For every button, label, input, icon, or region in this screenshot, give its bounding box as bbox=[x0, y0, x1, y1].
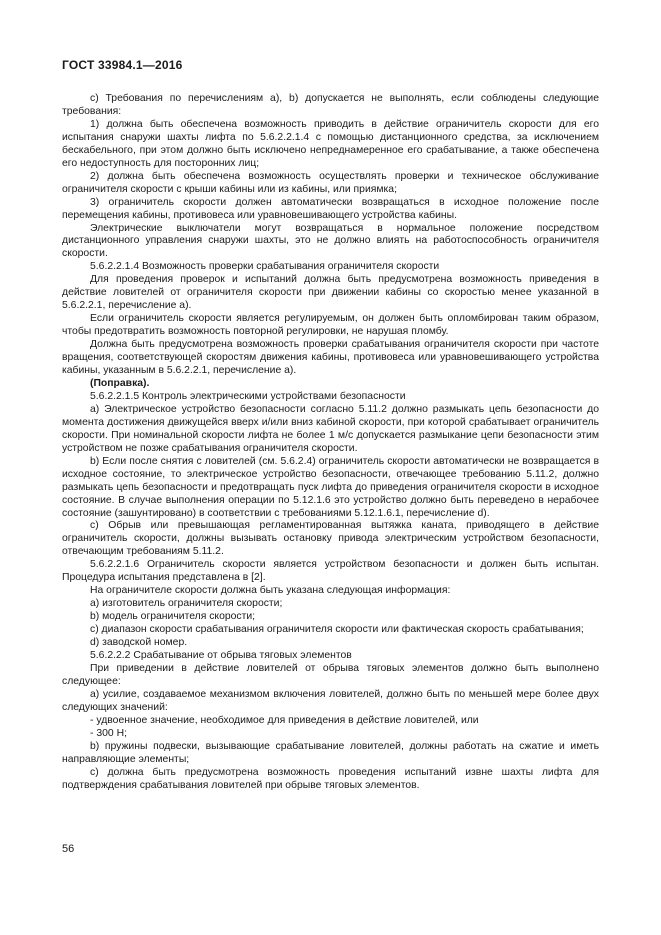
paragraph: Если ограничитель скорости является регулируемым, он должен быть опломбирован таким образом, чтобы предотвратить возможность повторной регулировки, не нарушая пломбу. bbox=[62, 313, 599, 338]
paragraph: c) диапазон скорости срабатывания ограничителя скорости или фактическая скорость срабатывания; bbox=[90, 624, 584, 636]
paragraph: c) Требования по перечислениям а), b) допускается не выполнять, если соблюдены следующие требования: bbox=[62, 93, 599, 117]
paragraph: Для проведения проверок и испытаний должна быть предусмотрена возможность приведения в действие ловителей от ограничителя скорости при движении кабины со скоростью менее указанной в 5.6.2.2.1, перечисление а). bbox=[62, 274, 599, 312]
paragraph: 5.6.2.2.2 Срабатывание от обрыва тяговых элементов bbox=[90, 649, 352, 661]
paragraph: 5.6.2.2.1.6 Ограничитель скорости является устройством безопасности и должен быть испытан. Процедура испытания представлена в [2]. bbox=[62, 559, 599, 584]
paragraph: (Поправка). bbox=[90, 377, 150, 389]
paragraph: 5.6.2.2.1.5 Контроль электрическими устройствами безопасности bbox=[90, 390, 406, 402]
paragraph: 3) ограничитель скорости должен автоматически возвращаться в исходное положение после перемещения кабины, противовеса или уравновешивающего устройства кабины. bbox=[62, 196, 599, 221]
paragraph: 5.6.2.2.1.4 Возможность проверки срабатывания ограничителя скорости bbox=[90, 261, 440, 273]
paragraph: При приведении в действие ловителей от обрыва тяговых элементов должно быть выполнено следующее: bbox=[62, 662, 599, 687]
paragraph: 2) должна быть обеспечена возможность осуществлять проверки и техническое обслуживание ограничителя скорости с крыши кабины или из кабины, или приямка; bbox=[62, 170, 599, 195]
paragraph: b) пружины подвески, вызывающие срабатывание ловителей, должны работать на сжатие и иметь направляющие элементы; bbox=[62, 740, 599, 765]
document-body bbox=[62, 93, 599, 792]
paragraph: d) заводской номер. bbox=[90, 637, 188, 649]
paragraph: Электрические выключатели могут возвращаться в нормальное положение посредством дистанционного управления снаружи шахты, это не должно влиять на работоспособность ограничителя скорости. bbox=[62, 222, 599, 260]
paragraph: b) модель ограничителя скорости; bbox=[90, 611, 256, 623]
paragraph: На ограничителе скорости должна быть указана следующая информация: bbox=[90, 585, 451, 597]
paragraph: - 300 Н; bbox=[90, 727, 127, 739]
paragraph: - удвоенное значение, необходимое для приведения в действие ловителей, или bbox=[90, 714, 479, 726]
paragraph: c) должна быть предусмотрена возможность проведения испытаний извне шахты лифта для подтверждения срабатывания ловителей при обрыве тяговых элементов. bbox=[62, 766, 599, 791]
paragraph: c) Обрыв или превышающая регламентированная вытяжка каната, приводящего в действие ограничитель скорости, должны вызывать остановку привода электрическим устройством безопасности, отвечающим требованиям 5.11.2. bbox=[62, 520, 599, 558]
paragraph: а) изготовитель ограничителя скорости; bbox=[90, 598, 283, 610]
paragraph: b) Если после снятия с ловителей (см. 5.6.2.4) ограничитель скорости автоматически не возвращается в исходное состояние, то электрическое устройство безопасности, отвечающее требованию 5.11.2, должно размыкать цепь безопасности и предотвращать пуск лифта до приведения ограничителя скорости в исходное состояние. В случае выполнения операции по 5.12.1.6 это устройство должно быть переведено в нерабочее состояние (зашунтировано) в соответствии с требованиями 5.12.1.6.1, перечисление d). bbox=[62, 455, 599, 519]
paragraph: а) Электрическое устройство безопасности согласно 5.11.2 должно размыкать цепь безопасности до момента достижения движущейся вверх и/или вниз кабиной скорости, при которой срабатывает ограничитель скорости. При номинальной скорости лифта не более 1 м/с допускается размыкание цепи безопасности этим устройством не позже срабатывания ограничителя скорости. bbox=[62, 403, 599, 454]
paragraph: а) усилие, создаваемое механизмом включения ловителей, должно быть по меньшей мере более двух следующих значений: bbox=[62, 688, 599, 713]
page-number: 56 bbox=[62, 843, 75, 855]
paragraph: Должна быть предусмотрена возможность проверки срабатывания ограничителя скорости при частоте вращения, соответствующей скоростям движения кабины, противовеса или уравновешивающего устройства кабины, указанным в 5.6.2.2.1, перечисление а). bbox=[62, 339, 599, 377]
document-code-header: ГОСТ 33984.1—2016 bbox=[62, 58, 183, 72]
paragraph: 1) должна быть обеспечена возможность приводить в действие ограничитель скорости для его испытания снаружи шахты лифта по 5.6.2.2.1.4 с помощью дистанционного средства, за исключением бескабельного, при этом должно быть исключено непреднамеренное его срабатывание, а также обеспечена его недоступность для посторонних лиц; bbox=[62, 118, 599, 169]
